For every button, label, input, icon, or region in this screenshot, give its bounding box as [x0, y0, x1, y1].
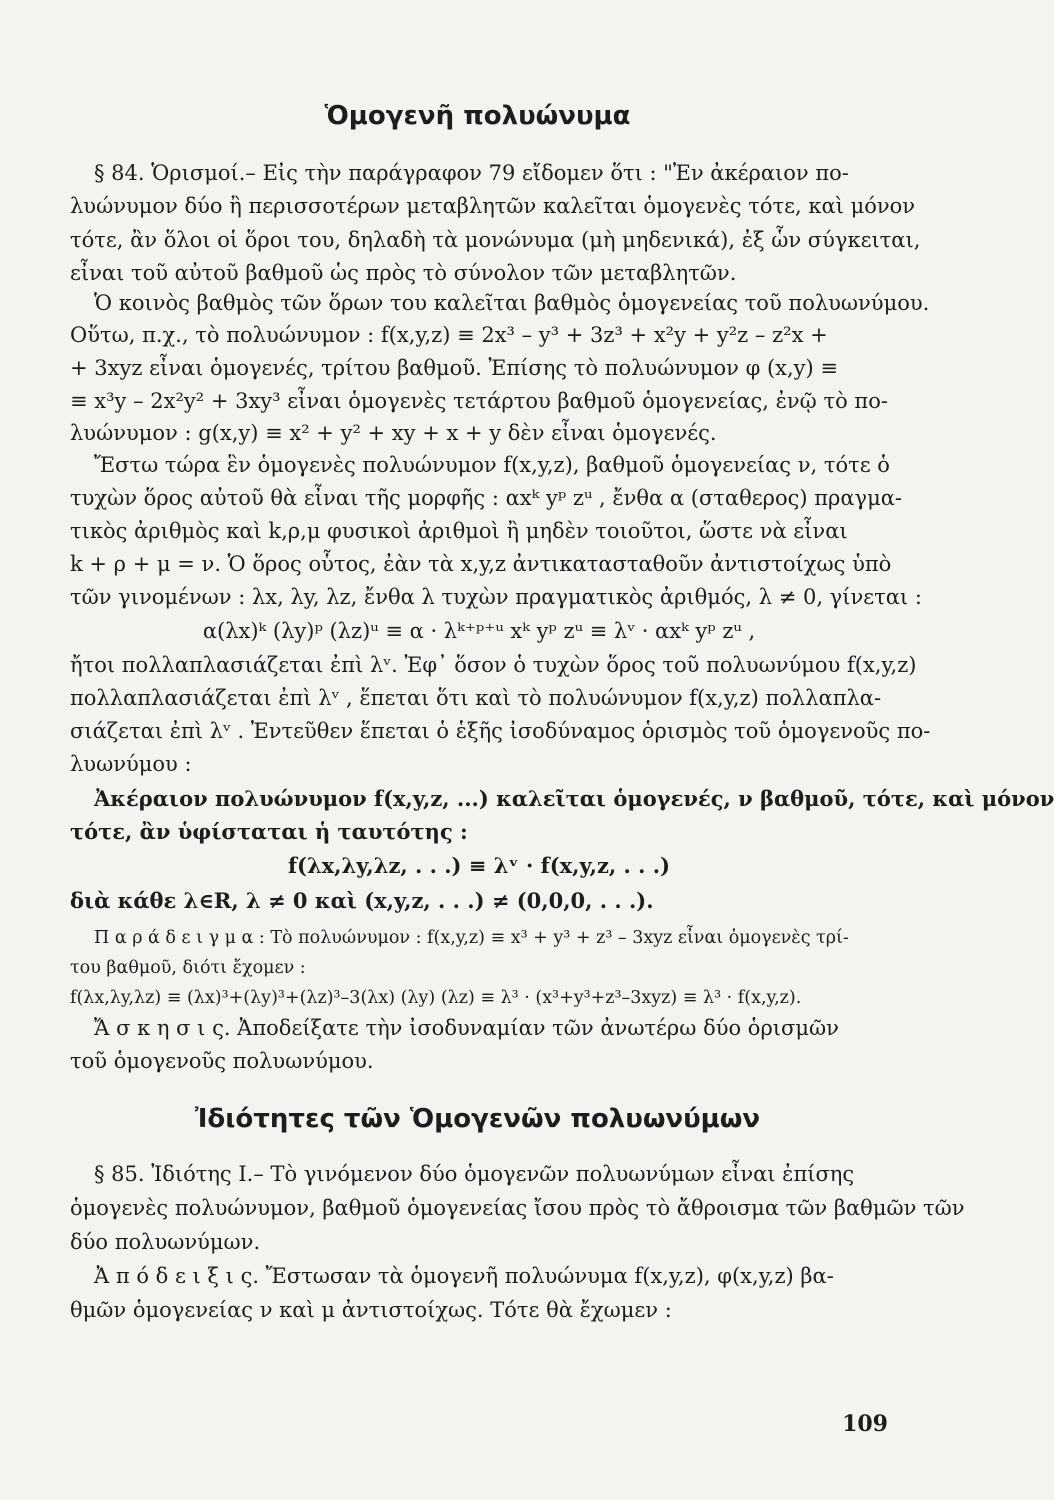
example-line: Π α ρ ά δ ε ι γ μ α : Τὸ πολυώνυμον : f(x,y,z) ≡ x³ + y³ + z³ – 3xyz εἶναι ὁμογενὲς τρί-	[94, 928, 849, 948]
exercise-line: τοῦ ὁμογενοῦς πολυωνύμου.	[70, 1049, 374, 1073]
definition-line: τότε, ἂν ὑφίσταται ἡ ταυτότης :	[70, 819, 468, 844]
text-line: δύο πολυωνύμων.	[70, 1230, 261, 1254]
text-line: τυχὼν ὅρος αὐτοῦ θὰ εἶναι τῆς μορφῆς : αxᵏ yᵖ zᵘ , ἔνθα α (σταθερος) πραγμα-	[70, 486, 903, 510]
text-line: λυώνυμον : g(x,y) ≡ x² + y² + xy + x + y δὲν εἶναι ὁμογενές.	[70, 421, 717, 445]
section-title-homogeneous-polynomials: Ὁμογενῆ πολυώνυμα	[324, 101, 631, 131]
text-line: λυωνύμου :	[70, 752, 192, 776]
text-line: ≡ x³y – 2x²y² + 3xy³ εἶναι ὁμογενὲς τετάρτου βαθμοῦ ὁμογενείας, ἐνῷ τὸ πο-	[70, 389, 888, 413]
text-line: Ὁ κοινὸς βαθμὸς τῶν ὅρων του καλεῖται βαθμὸς ὁμογενείας τοῦ πολυωνύμου.	[94, 291, 930, 315]
text-line: τότε, ἂν ὅλοι οἱ ὅροι του, δηλαδὴ τὰ μονώνυμα (μὴ μηδενικά), ἐξ ὧν σύγκειται,	[70, 228, 921, 252]
definition-condition: διὰ κάθε λ∈R, λ ≠ 0 καὶ (x,y,z, . . .) ≠ (0,0,0, . . .).	[70, 888, 654, 913]
text-line: § 84. Ὁρισμοί.– Εἰς τὴν παράγραφον 79 εἴδομεν ὅτι : "Ἐν ἀκέραιον πο-	[94, 161, 849, 185]
exercise-line: Ἄ σ κ η σ ι ς. Ἀποδείξατε τὴν ἰσοδυναμίαν τῶν ἀνωτέρω δύο ὁρισμῶν	[94, 1016, 839, 1040]
text-line: σιάζεται ἐπὶ λᵛ . Ἐντεῦθεν ἕπεται ὁ ἑξῆς ἰσοδύναμος ὁρισμὸς τοῦ ὁμογενοῦς πο-	[70, 719, 931, 743]
text-line: ὁμογενὲς πολυώνυμον, βαθμοῦ ὁμογενείας ἴσου πρὸς τὸ ἄθροισμα τῶν βαθμῶν τῶν	[70, 1196, 965, 1220]
text-line: Ἔστω τώρα ἓν ὁμογενὲς πολυώνυμον f(x,y,z), βαθμοῦ ὁμογενείας ν, τότε ὁ	[94, 453, 890, 477]
text-line: τικὸς ἀριθμὸς καὶ k,ρ,μ φυσικοὶ ἀριθμοὶ ἢ μηδὲν τοιοῦτοι, ὥστε νὰ εἶναι	[70, 519, 848, 543]
text-line: § 85. Ἰδιότης Ι.– Τὸ γινόμενον δύο ὁμογενῶν πολυωνύμων εἶναι ἐπίσης	[94, 1162, 855, 1186]
text-line: εἶναι τοῦ αὐτοῦ βαθμοῦ ὡς πρὸς τὸ σύνολον τῶν μεταβλητῶν.	[70, 261, 737, 285]
text-line: k + ρ + μ = ν. Ὁ ὅρος οὗτος, ἐὰν τὰ x,y,z ἀντικατασταθοῦν ἀντιστοίχως ὑπὸ	[70, 552, 892, 576]
example-line: του βαθμοῦ, διότι ἔχομεν :	[70, 958, 306, 978]
section-title-properties: Ἰδιότητες τῶν Ὁμογενῶν πολυωνύμων	[194, 1104, 761, 1134]
text-line: πολλαπλασιάζεται ἐπὶ λᵛ , ἕπεται ὅτι καὶ τὸ πολυώνυμον f(x,y,z) πολλαπλα-	[70, 686, 882, 710]
formula-line: α(λx)ᵏ (λy)ᵖ (λz)ᵘ ≡ α · λᵏ⁺ᵖ⁺ᵘ xᵏ yᵖ zᵘ ≡ λᵛ · αxᵏ yᵖ zᵘ ,	[202, 619, 756, 643]
proof-line: θμῶν ὁμογενείας ν καὶ μ ἀντιστοίχως. Τότε θὰ ἔχωμεν :	[70, 1298, 672, 1322]
text-line: ἤτοι πολλαπλασιάζεται ἐπὶ λᵛ. Ἐφ᾽ ὅσον ὁ τυχὼν ὅρος τοῦ πολυωνύμου f(x,y,z)	[70, 653, 917, 677]
identity-formula: f(λx,λy,λz, . . .) ≡ λᵛ · f(x,y,z, . . .)	[287, 853, 671, 878]
proof-line: Ἀ π ό δ ε ι ξ ι ς. Ἔστωσαν τὰ ὁμογενῆ πολυώνυμα f(x,y,z), φ(x,y,z) βα-	[94, 1264, 834, 1288]
definition-line: Ἀκέραιον πολυώνυμον f(x,y,z, ...) καλεῖται ὁμογενές, ν βαθμοῦ, τότε, καὶ μόνον	[94, 786, 1054, 811]
example-formula: f(λx,λy,λz) ≡ (λx)³+(λy)³+(λz)³–3(λx) (λy) (λz) ≡ λ³ · (x³+y³+z³–3xyz) ≡ λ³ · f(x,y,z).	[70, 988, 802, 1008]
text-line: λυώνυμον δύο ἢ περισσοτέρων μεταβλητῶν καλεῖται ὁμογενὲς τότε, καὶ μόνον	[70, 194, 916, 218]
text-line: + 3xyz εἶναι ὁμογενές, τρίτου βαθμοῦ. Ἐπίσης τὸ πολυώνυμον φ (x,y) ≡	[70, 356, 839, 380]
text-line: τῶν γινομένων : λx, λy, λz, ἔνθα λ τυχὼν πραγματικὸς ἀριθμός, λ ≠ 0, γίνεται :	[70, 585, 922, 609]
text-line: Οὕτω, π.χ., τὸ πολυώνυμον : f(x,y,z) ≡ 2x³ – y³ + 3z³ + x²y + y²z – z²x +	[70, 323, 828, 347]
page-number: 109	[842, 1411, 888, 1437]
